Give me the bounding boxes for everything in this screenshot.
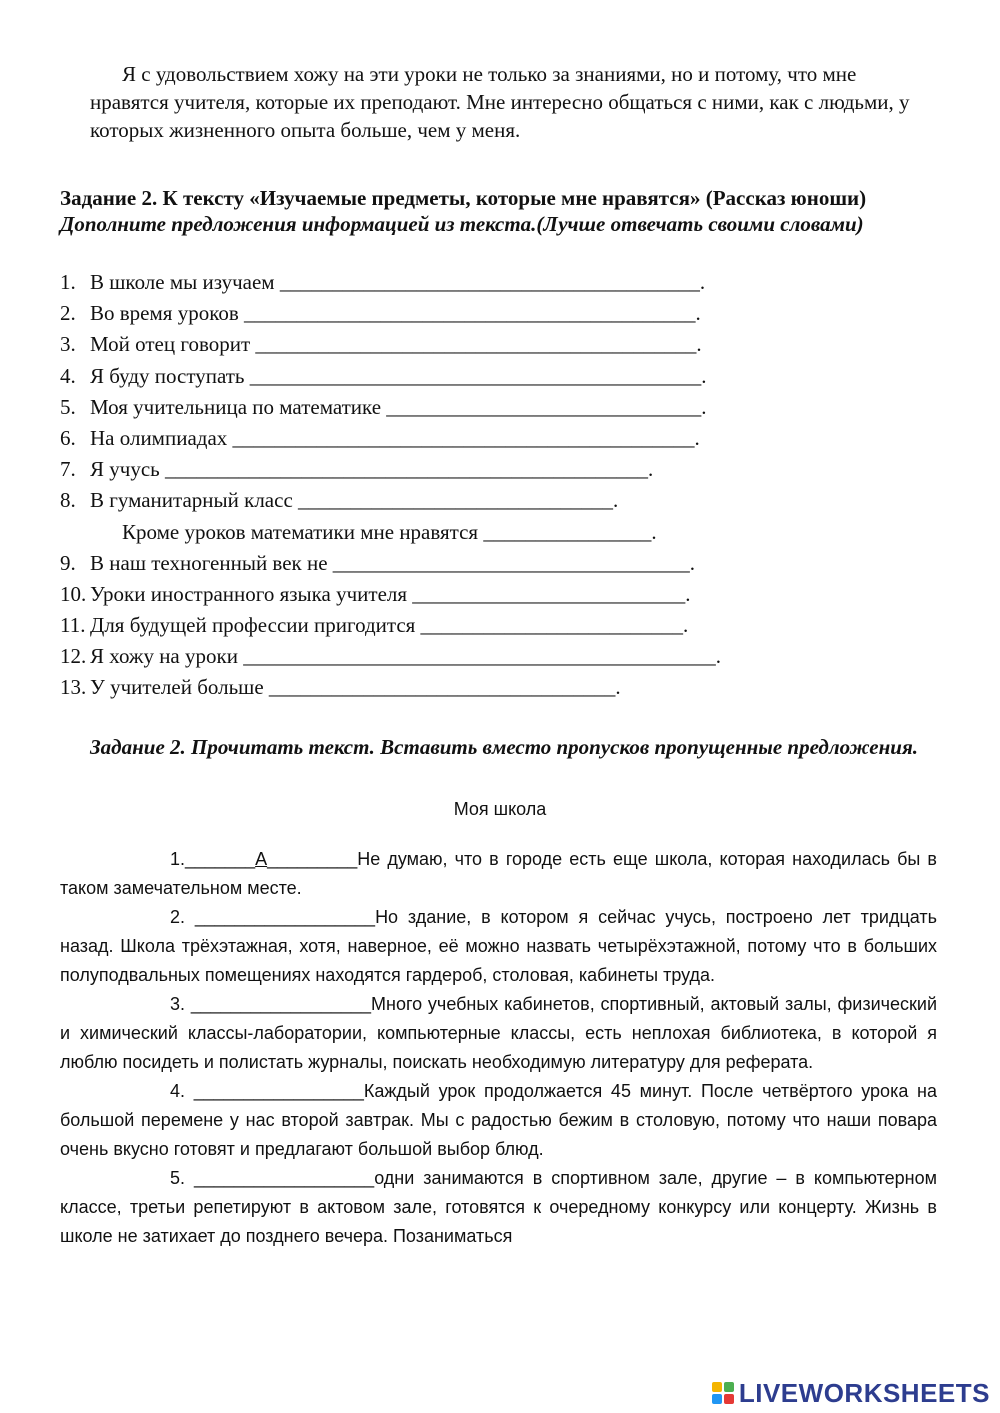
task1-item-number: 5.: [60, 394, 76, 419]
task1-item-text[interactable]: Я буду поступать ___________________________________________.: [90, 363, 707, 388]
task1-item-number: 13.: [60, 675, 87, 700]
story-paragraph: [60, 990, 937, 1077]
task1-item-text[interactable]: Для будущей профессии пригодится _________________________.: [90, 613, 689, 638]
story-blank-answer[interactable]: A: [255, 849, 268, 869]
task1-item-text[interactable]: Мой отец говорит __________________________________________.: [90, 332, 702, 357]
task2-title: Задание 2. Прочитать текст. Вставить вместо пропусков пропущенные предложения.: [90, 735, 919, 759]
task1-item-text[interactable]: Кроме уроков математики мне нравятся ________________.: [122, 519, 657, 544]
story-paragraph-text: Каждый урок продолжается 45 минут. После четвёртого урока на большой перемене у нас второй завтрак. Мы с радостью бежим в столовую, потому что наши повара очень вкусно готовят и предлагают большой выбор блюд.: [60, 1081, 937, 1159]
story-blank-prefix[interactable]: 5.: [170, 1168, 194, 1188]
intro-paragraph: [90, 60, 940, 144]
story-paragraph-text: Но здание, в котором я сейчас учусь, построено лет тридцать назад. Школа трёхэтажная, хотя, наверное, её можно назвать четырёхэтажной, потому что в больших полуподвальных помещениях находятся гардероб, столовая, кабинеты труда.: [60, 907, 937, 985]
task1-item-text[interactable]: У учителей больше _________________________________.: [90, 675, 621, 700]
task1-title-bold: Задание 2. К тексту «Изучаемые предметы, которые мне нравятся» (Рассказ юноши): [60, 186, 867, 210]
story-blank-prefix[interactable]: 3.: [170, 994, 191, 1014]
task1-header: [60, 185, 940, 237]
task1-item-text[interactable]: В наш техногенный век не __________________________________.: [90, 550, 696, 575]
task1-item: [60, 548, 940, 579]
task1-item-text[interactable]: Моя учительница по математике ______________________________.: [90, 394, 707, 419]
task1-item-number: 9.: [60, 550, 76, 575]
task1-item-number: 11.: [60, 613, 86, 638]
task1-item-number: 3.: [60, 332, 76, 357]
story-blank-prefix[interactable]: 4.: [170, 1081, 194, 1101]
task1-item: [60, 329, 940, 360]
task1-item-number: 2.: [60, 301, 76, 326]
task1-item-number: 12.: [60, 644, 87, 669]
task1-item-text[interactable]: Я учусь ______________________________________________.: [90, 457, 654, 482]
task1-sentence-list: [60, 267, 940, 704]
story-paragraph-text: Много учебных кабинетов, спортивный, актовый залы, физический и химический классы-лаборатории, компьютерные классы, есть неплохая библиотека, в которой я люблю посидеть и полистать журналы, поискать необходимую литературу для реферата.: [60, 994, 938, 1072]
task1-item: [60, 517, 940, 548]
task1-item-number: 6.: [60, 425, 76, 450]
story-blank[interactable]: __________________: [193, 1168, 375, 1188]
story-paragraph: [60, 1164, 937, 1251]
logo-square-4: [724, 1394, 734, 1404]
task1-item-number: 4.: [60, 363, 76, 388]
story-paragraph: [60, 845, 937, 903]
story-blank[interactable]: __________________: [190, 994, 372, 1014]
task1-item: [60, 454, 940, 485]
story-paragraph-text: одни занимаются в спортивном зале, другие – в компьютерном классе, третьи репетируют в актовом зале, готовятся к очередному конкурсу или концерту. Жизнь в школе не затихает до позднего вечера. Позаниматься: [60, 1168, 937, 1246]
task1-item: [60, 267, 940, 298]
task1-item: [60, 579, 940, 610]
task1-item-number: 10.: [60, 581, 87, 606]
task1-item: [60, 485, 940, 516]
task1-item: [60, 423, 940, 454]
story-blank[interactable]: _________: [267, 849, 358, 869]
task1-item: [60, 392, 940, 423]
logo-square-3: [712, 1394, 722, 1404]
task1-item-text[interactable]: Во время уроков ___________________________________________.: [90, 301, 701, 326]
task1-item-number: 7.: [60, 457, 76, 482]
story-paragraph: [60, 903, 937, 990]
task1-item: [60, 361, 940, 392]
story-blank[interactable]: _________________: [193, 1081, 364, 1101]
task1-item: [60, 298, 940, 329]
task1-item-text[interactable]: В школе мы изучаем ________________________________________.: [90, 270, 706, 294]
task1-item: [60, 641, 940, 672]
task1-item-number: 1.: [60, 270, 76, 294]
story-paragraph-text: Не думаю, что в городе есть еще школа, которая находилась бы в таком замечательном месте.: [60, 849, 937, 898]
intro-text: Я с удовольствием хожу на эти уроки не только за знаниями, но и потому, что мне нравятся учителя, которые их преподают. Мне интересно общаться с ними, как с людьми, у которых жизненного опыта больше, чем у меня.: [90, 62, 910, 142]
story-paragraph: [60, 1077, 937, 1164]
logo-square-2: [724, 1382, 734, 1392]
task1-item-text[interactable]: На олимпиадах ____________________________________________.: [90, 425, 700, 450]
task1-item: [60, 610, 940, 641]
task1-title: [60, 185, 940, 237]
logo-square-1: [712, 1382, 722, 1392]
task1-item-text[interactable]: В гуманитарный класс ______________________________.: [90, 488, 619, 513]
task1-item-number: 8.: [60, 488, 76, 513]
liveworksheets-logo-text: LIVEWORKSHEETS: [738, 1377, 990, 1408]
task1-item-text[interactable]: Я хожу на уроки _____________________________________________.: [90, 644, 721, 669]
story-blank-prefix[interactable]: 1._______: [170, 849, 256, 869]
liveworksheets-logo-icon: [712, 1382, 734, 1404]
task1-item-text[interactable]: Уроки иностранного языка учителя __________________________.: [90, 581, 691, 606]
task1-item: [60, 672, 940, 703]
story-title: Моя школа: [453, 799, 547, 819]
liveworksheets-logo: [712, 1378, 990, 1408]
story-text: [60, 845, 937, 1251]
story-blank[interactable]: __________________: [194, 907, 376, 927]
story-blank-prefix[interactable]: 2.: [170, 907, 195, 927]
task1-title-italic: Дополните предложения информацией из текста.(Лучше отвечать своими словами): [60, 212, 864, 236]
